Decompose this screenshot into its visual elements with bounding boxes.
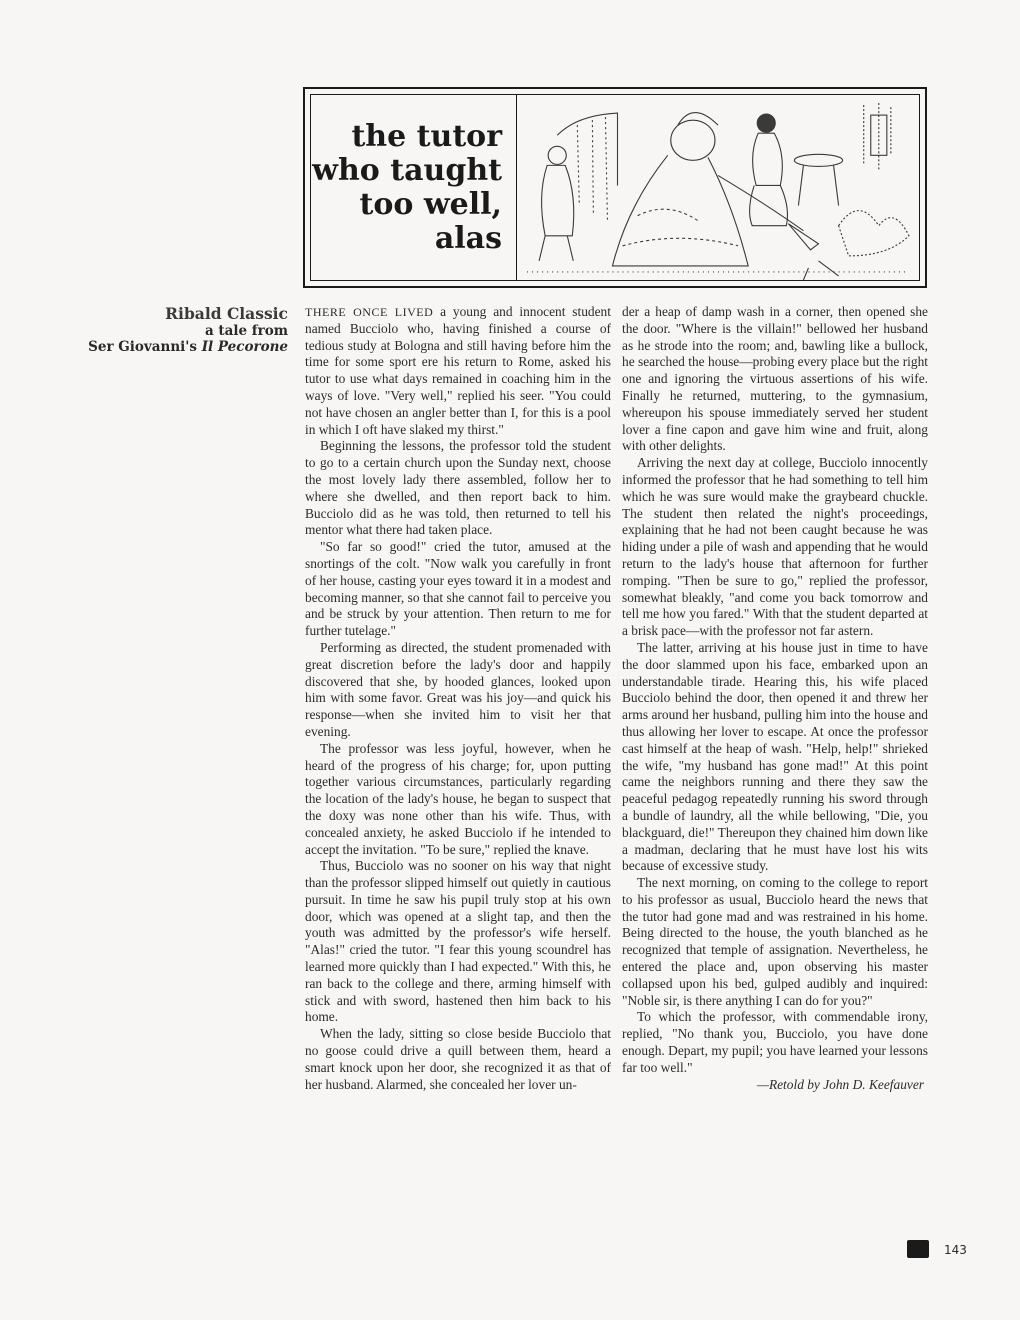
paragraph: The next morning, on coming to the college to report to his professor as usual, Bucciolo heard the news that the tutor had gone mad and was restrained in his home. Being directed to the house, the youth blanched as he recognized that temple of assignation. Nevertheless, he entered the place and, upon observing his master collapsed upon his bed, gulped audibly and inquired: "Noble sir, is there anything I can do for you?" (622, 875, 928, 1008)
paragraph: der a heap of damp wash in a corner, then opened she the door. "Where is the villain!" bellowed her husband as he strode into the room; and, bawling like a bullock, he searched the house—probing every place but the right one and ignoring the virtuous assertions of his wife. Finally he returned, muttering, to the gymnasium, whereupon his spouse immediately served her student lover a fine capon and gave him wine and fruit, along with other delights. (622, 304, 928, 454)
paragraph: "So far so good!" cried the tutor, amused at the snortings of the colt. "Now walk you carefully in front of her house, casting your eyes toward it in a modest and becoming manner, so that she cannot fail to perceive you and be struck by your attention. Then return to me for further tutelage." (305, 539, 611, 639)
lead-in: THERE ONCE LIVED (305, 305, 434, 319)
sidebar-credit (88, 304, 288, 356)
paragraph: When the lady, sitting so close beside Bucciolo that no goose could drive a quill between them, heard a smart knock upon her door, she recognized it as that of her husband. Alarmed, she concealed her lover un- (305, 1026, 611, 1092)
paragraph: The latter, arriving at his house just in time to have the door slammed upon his face, embarked upon an understandable tirade. Hearing this, his wife placed Bucciolo behind the door, then opened it and threw her arms around her husband, pulling him into the house and thus allowing her lover to escape. At once the professor cast himself at the heap of wash. "Help, help!" shrieked the wife, "my husband has gone mad!" At this point came the neighbors running and there they saw the peaceful pedagog repeatedly running his sword through a bundle of laundry, all the while bellowing, "Die, you blackguard, die!" Thereupon they chained him down like a madman, declaring that he must have lost his wits because of excessive study. (622, 639, 928, 874)
sketch-illustration-icon (517, 95, 919, 280)
paragraph: To which the professor, with commendable irony, replied, "No thank you, Bucciolo, you have done enough. Depart, my pupil; you have learned your lessons far too well." (622, 1009, 928, 1075)
paragraph: Arriving the next day at college, Bucciolo innocently informed the professor that he had something to tell him which he was sure would make the graybeard chuckle. The student then related the night's proceedings, explaining that he had not been caught because he was hiding under a pile of wash and appending that he would return to the lady's house that afternoon for further romping. "Then be sure to go," replied the professor, somewhat bleakly, "and come you back tomorrow and tell me how you fared." With that the student departed at a brisk pace—with the professor not far astern. (622, 455, 928, 639)
title-banner (303, 87, 927, 288)
paragraph: Beginning the lessons, the professor told the student to go to a certain church upon the Sunday next, choose the most lovely lady there assembled, follow her to where she dwelled, and then report back to him. Bucciolo did as he was told, then returned to tell his mentor what there had taken place. (305, 438, 611, 538)
byline: —Retold by John D. Keefauver (757, 1076, 924, 1092)
title-line-4: alas (434, 220, 502, 256)
source-author: Ser Giovanni's (88, 339, 202, 355)
title-line-3: too well, (359, 186, 502, 222)
paragraph: Thus, Bucciolo was no sooner on his way that night than the professor slipped himself out quietly in cautious pursuit. In time he saw his pupil truly stop at his own door, which was opened at a slight tap, and then the youth was admitted by the professor's wife herself. "Alas!" cried the tutor. "I fear this young scoundrel has learned more quickly than I had expected." With this, he ran back to the college and there, arming himself with stick and with sword, hastened then him back to his home. (305, 858, 611, 1025)
title-line-2: who taught (312, 152, 502, 188)
page-title (312, 120, 502, 256)
article-column-right (622, 304, 928, 1093)
source-title: Il Pecorone (201, 339, 288, 355)
tale-from-label: a tale from (204, 323, 288, 339)
page-number: 143 (944, 1243, 967, 1257)
end-mark-icon (907, 1240, 929, 1258)
article-column-left (305, 304, 611, 1093)
section-kicker: Ribald Classic (165, 304, 288, 323)
paragraph: The professor was less joyful, however, when he heard of the progress of his charge; for, upon putting together various circumstances, particularly regarding the location of the lady's house, he began to suspect that the doxy was none other than his wife. Thus, with concealed anxiety, he asked Bucciolo if he intended to accept the invitation. "To be sure," replied the knave. (305, 740, 611, 857)
title-banner-inner (310, 94, 920, 281)
paragraph (305, 304, 611, 438)
title-cell (311, 95, 517, 280)
paragraph-text: a young and innocent student named Bucciolo who, having finished a course of tedious study at Bologna and still having before him the time for some sport ere his return to Rome, asked his tutor to use what days remained in coaching him in the ways of love. "Very well," replied his seer. "You could not have chosen an angler better than I, for this is a pool in which I oft have slaked my thirst." (305, 304, 611, 437)
paragraph: Performing as directed, the student promenaded with great discretion before the lady's door and happily discovered that she, by hooded glances, looked upon him with some favor. Great was his joy—and quick his response—when she invited him to visit her that evening. (305, 639, 611, 739)
title-line-1: the tutor (351, 118, 502, 154)
source-label (88, 339, 288, 356)
illustration-cell (517, 95, 919, 280)
